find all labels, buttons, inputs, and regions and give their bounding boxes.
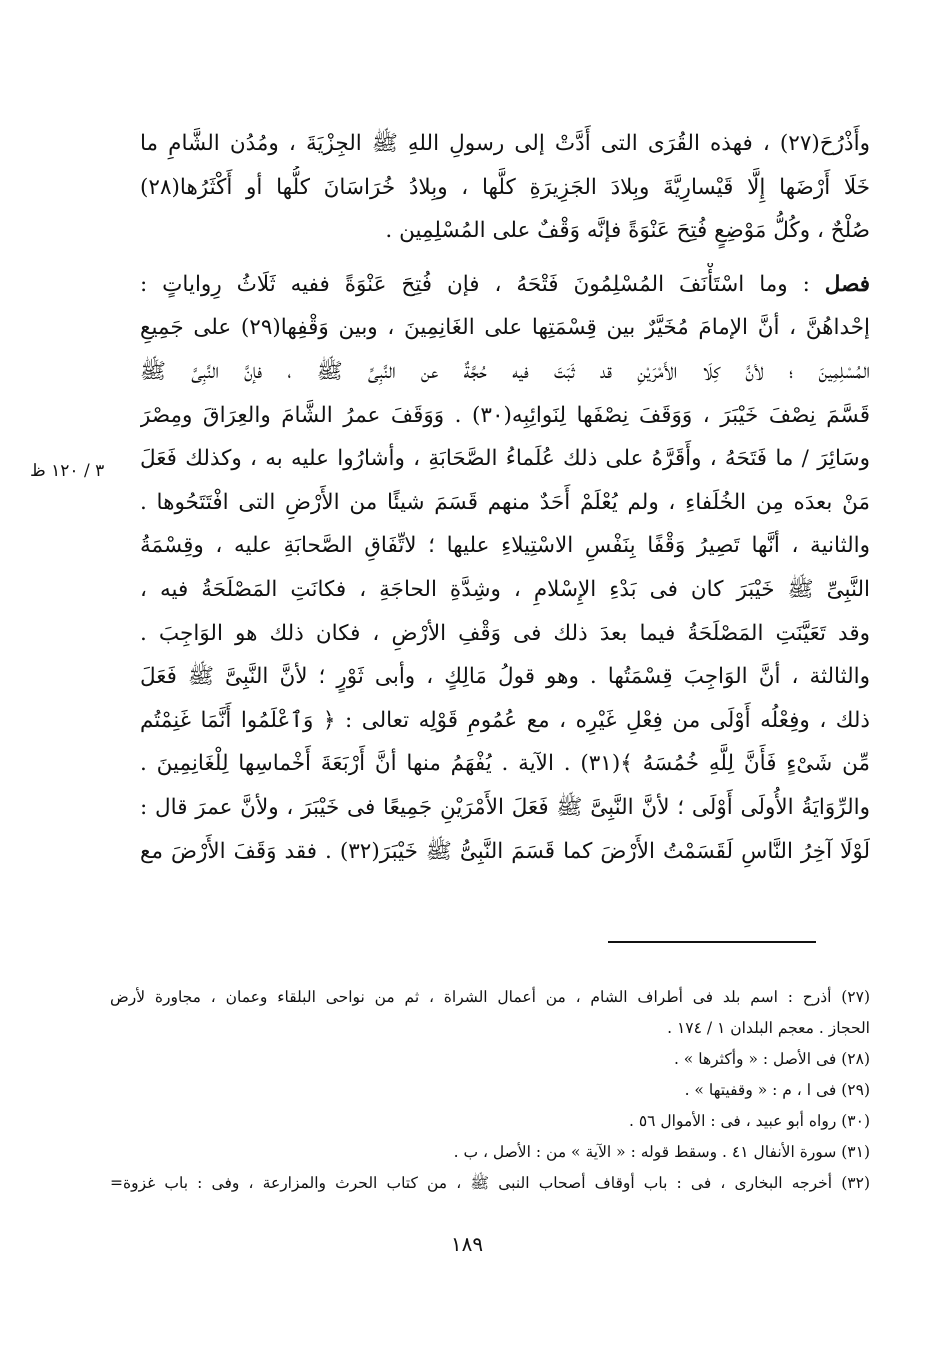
footnote-line: (٣١) سورة الأنفال ٤١ . وسقط قوله : « الآية » من : الأصل ، ب .	[453, 1143, 870, 1161]
text-line: صُلْحٌ ، وكُلُّ مَوْضِعٍ فُتِحَ عَنْوَةً فإنَّه وَقْفٌ على المُسْلِمِين .	[385, 218, 870, 244]
footnotes	[110, 982, 870, 1199]
text-line: وأَذْرُحَ(٢٧) ، فهذه القُرَى التى أَدَّتْ إلى رسولِ اللهِ ﷺ الجِزْيَةَ ، ومُدُن الشَّامِ ما	[140, 131, 870, 156]
manuscript-folio-marker: ٣ / ١٢٠ ظ	[30, 461, 105, 481]
text-line: ذلك ، وفِعْلُه أَوْلَى من فِعْلِ غَيْرِه ، مع عُمُومِ قَوْلِه تعالى : ﴿ وَٱعْلَمُوا أَنَّمَا غَنِمْتُم	[140, 707, 870, 733]
text-line: إحْداهُنَّ ، أنَّ الإمامَ مُخَيَّرٌ بين قِسْمَتِها على الغَانِمِينَ ، وبين وَقْفِها(٢٩) على جَمِيعِ	[140, 315, 870, 341]
paragraph-gap	[140, 253, 870, 263]
footnote-line: (٣٠) رواه أبو عبيد ، فى : الأموال ٥٦ .	[628, 1112, 870, 1130]
text-line-section-start	[140, 263, 870, 307]
text-line: والرِّوَايَةُ الأُولَى أَوْلَى ؛ لأنَّ النَّبِىَّ ﷺ فَعَلَ الأَمْرَيْنِ جَمِيعًا فى خَيْبَرَ ، ولأنَّ عمرَ قال :	[140, 794, 870, 820]
footnote-line: الحجاز . معجم البلدان ١ / ١٧٤ .	[667, 1019, 870, 1037]
main-text	[140, 122, 870, 873]
text-line: مِّن شَىْءٍ فَأَنَّ لِلَّهِ خُمُسَهُ ﴾(٣١) . الآية . يُفْهَمُ منها أنَّ أَرْبَعَةَ أَخْماسِها لِلْغَانِمِينَ .	[140, 751, 870, 777]
text-line: خَلَا أَرْضَها إِلَّا قَيْسارِيَّةَ وبِلادَ الجَزِيرَةِ كلَّها ، وبِلادُ خُرَاسَانَ كلُّها أو أَكْثَرُها(٢٨)	[140, 174, 870, 200]
footnote-line: (٢٩) فى ا ، م : « وقفيتها » .	[684, 1081, 870, 1099]
section-first-line-text: : وما اسْتَأْنَفَ المُسْلِمُونَ فَتْحَهُ ، فإن فُتِحَ عَنْوَةً ففيه ثَلَاثُ رِواياتٍ :	[140, 271, 825, 297]
page-number: ١٨٩	[450, 1232, 484, 1256]
footnote-separator	[608, 941, 816, 943]
text-line: مَنْ بعدَه مِن الخُلَفاءِ ، ولم يُعْلَمْ أَحَدٌ منهم قَسَمَ شيئًا من الأَرْضِ التى افْتَتَحُوها .	[140, 489, 870, 515]
text-line: قَسَّمَ نِصْفَ خَيْبَرَ ، وَوَقَفَ نِصْفَها لِنَوائِبِه(٣٠) . وَوَقَفَ عمرُ الشَّامَ والعِرَاقَ ومِصْرَ	[140, 402, 870, 428]
section-heading: فصل	[824, 271, 870, 297]
text-line: المُسْلِمِينَ ؛ لأنَّ كِلَا الأَمْرَيْنِ قد ثَبَتَ فيه حُجَّةٌ عن النَّبِىِّ ﷺ ، فإنَّ النَّبِىَّ ﷺ	[140, 358, 870, 384]
text-line: والثانية ، أنَّها تَصِيرُ وَقْفًا بِنَفْسِ الاسْتِيلاءِ عليها ؛ لاتِّفَاقِ الصَّحابَةِ عليه ، وقِسْمَةُ	[140, 533, 870, 559]
text-line: والثالثة ، أنَّ الوَاجِبَ قِسْمَتُها . وهو قولُ مَالِكٍ ، وأبى ثَوْرٍ ؛ لأنَّ النَّبِىَّ ﷺ فَعَلَ	[140, 664, 870, 690]
text-line: لَوْلَا آخِرُ النَّاسِ لَقَسَمْتُ الأَرْضَ كما قَسَمَ النَّبِىُّ ﷺ خَيْبَرَ(٣٢) . فقد وَقَفَ الأَرْضَ مع	[140, 838, 870, 864]
text-line: وسَائِرَ / ما فَتَحَهُ ، وأَقَرَّهُ على ذلك عُلَماءُ الصَّحَابَةِ ، وأشارُوا عليه به ، وكذلك فَعَلَ	[140, 446, 870, 472]
footnote-line: (٣٢) أخرجه البخارى ، فى : باب أوقاف أصحاب النبى ﷺ ، من كتاب الحرث والمزارعة ، وفى : باب غزوة=	[110, 1174, 870, 1192]
footnote-line: (٢٧) أذرح : اسم بلد فى أطراف الشام ، من أعمال الشراة ، ثم من نواحى البلقاء وعمان ، مجاورة لأرض	[110, 988, 870, 1006]
text-line: وقد تَعَيَّنَتِ المَصْلَحَةُ فيما بعدَ ذلك فى وَقْفِ الأرْضِ ، فكان ذلك هو الوَاجِبَ .	[140, 620, 870, 646]
text-line: النَّبِىِّ ﷺ خَيْبَرَ كان فى بَدْءِ الإِسْلامِ ، وشِدَّةِ الحاجَةِ ، فكانَتِ المَصْلَحَةُ فيه ،	[140, 576, 870, 602]
footnote-line: (٢٨) فى الأصل : « وأكثرها » .	[673, 1050, 870, 1068]
